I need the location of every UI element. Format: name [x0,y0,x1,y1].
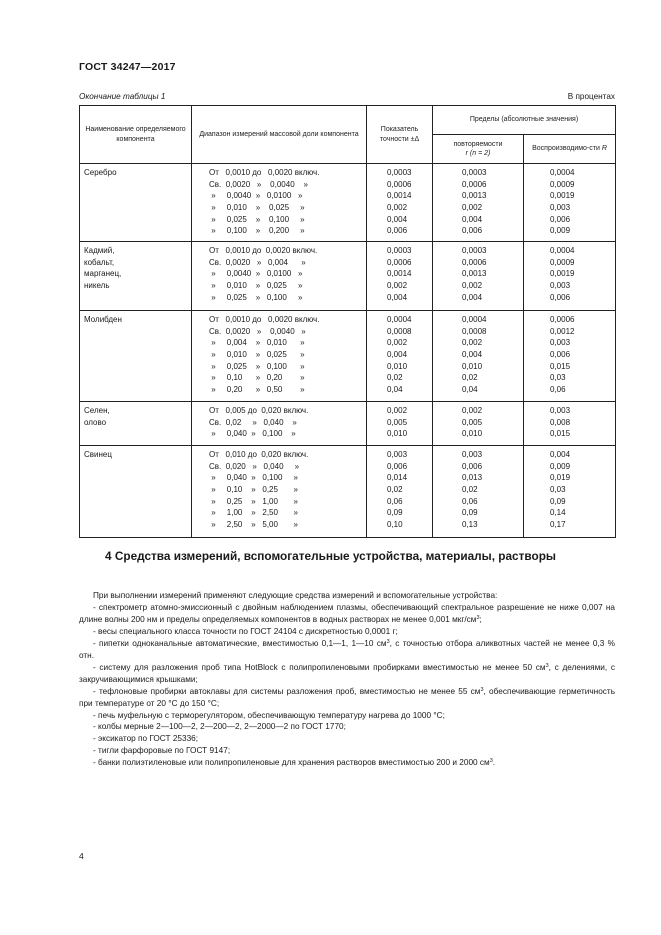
reproducibility-cell [524,311,616,402]
range-cell-line: » 0,010 » 0,025 » [209,281,303,291]
range-cell-line: » 0,0040 » 0,0100 » [209,269,303,279]
range-cell [192,242,367,311]
accuracy-cell-line: 0,04 [387,385,403,395]
accuracy-cell-line: 0,0008 [387,326,412,336]
repeatability-cell-line: 0,003 [462,450,483,459]
range-cell-line: » 0,004 » 0,010 » [209,338,305,348]
reproducibility-cell-line: 0,03 [550,373,566,383]
list-item-text-end: , с делениями, с закручивающимися крышками; [79,662,616,684]
table-row [80,402,616,446]
range-cell [192,402,367,446]
header-accuracy: Показатель точности ±Δ [367,106,433,164]
range-cell-line: Св. 0,0020 » 0,0040 » [209,326,306,336]
accuracy-cell-line: 0,0003 [387,246,412,255]
accuracy-cell-line: 0,0004 [387,315,412,324]
range-cell-line: От 0,005 до 0,020 включ. [209,406,309,415]
repeatability-cell-line: 0,004 [462,292,483,302]
accuracy-cell-line: 0,006 [387,461,408,471]
list-item [79,626,615,638]
component-cell [80,242,192,311]
header-repeatability-sub: r (n = 2) [465,150,491,157]
document-header: ГОСТ 34247—2017 [79,61,176,73]
list-item-text: - колбы мерные 2—100—2, 2—200—2, 2—2000—2 по ГОСТ 1770; [93,722,346,732]
repeatability-cell-line: 0,0003 [462,168,487,177]
range-cell-line: » 0,100 » 0,200 » [209,226,305,236]
table-row [80,164,616,242]
reproducibility-cell [524,402,616,446]
reproducibility-cell-line: 0,0004 [550,168,575,177]
reproducibility-cell-line: 0,008 [550,417,571,427]
list-item-text-end: , обеспечивающие герметичность при температуре от 20 °С до 150 °С; [79,686,615,708]
accuracy-cell-line: 0,0003 [387,168,412,177]
accuracy-cell-line: 0,002 [387,203,408,213]
accuracy-cell-line: 0,0006 [387,179,412,189]
reproducibility-cell-line: 0,015 [550,429,571,439]
repeatability-cell-line: 0,010 [462,361,483,371]
accuracy-cell-line: 0,006 [387,226,408,236]
reproducibility-cell-line: 0,06 [550,385,566,395]
component-cell-line: Селен, [84,406,110,415]
accuracy-cell [367,402,433,446]
repeatability-cell [433,446,524,538]
repeatability-cell-line: 0,09 [462,508,478,518]
repeatability-cell-line: 0,0006 [462,257,487,267]
list-item [79,733,615,745]
component-cell [80,402,192,446]
repeatability-cell [433,164,524,242]
reproducibility-cell-line: 0,015 [550,361,571,371]
accuracy-cell-line: 0,005 [387,417,408,427]
table-row [80,311,616,402]
component-cell [80,311,192,402]
list-item [79,745,615,757]
table-continuation-label: Окончание таблицы 1 [79,92,166,101]
range-cell [192,311,367,402]
list-item-superscript: 3 [480,686,484,693]
reproducibility-cell-line: 0,03 [550,485,566,495]
accuracy-cell-line: 0,06 [387,496,403,506]
range-cell-line: Св. 0,0020 » 0,0040 » [209,179,308,189]
list-item-text: - тигли фарфоровые по ГОСТ 9147; [93,746,231,756]
list-item [79,721,615,733]
list-item [79,757,615,769]
component-cell-line: Кадмий, [84,246,115,255]
reproducibility-cell-line: 0,14 [550,508,566,518]
component-cell-line: кобальт, [84,257,115,267]
repeatability-cell-line: 0,002 [462,406,483,415]
repeatability-cell-line: 0,010 [462,429,483,439]
list-item-text-end: . [492,758,496,768]
range-cell-line: » 0,040 » 0,100 » [209,429,296,439]
header-reproducibility-label: Воспроизводимо-сти [532,145,600,153]
section-title: 4 Средства измерений, вспомогательные устройства, материалы, растворы [105,549,556,563]
range-cell [192,164,367,242]
list-item-superscript: 3 [489,758,493,765]
page-number: 4 [79,851,84,861]
list-item-text: - эксикатор по ГОСТ 25336; [93,734,199,744]
component-cell-line: марганец, [84,269,122,279]
range-cell-line: Св. 0,020 » 0,040 » [209,461,300,471]
range-cell-line: » 1,00 » 2,50 » [209,508,298,518]
reproducibility-cell-line: 0,003 [550,281,571,291]
list-item-text: - весы специального класса точности по ГОСТ 24104 с дискретностью 0,0001 г; [93,626,398,636]
component-cell-line: Свинец [84,450,112,459]
list-item [79,602,615,626]
range-cell-line: От 0,0010 до 0,0020 включ. [209,168,320,177]
accuracy-cell-line: 0,014 [387,473,408,483]
component-cell-line: никель [84,281,110,291]
accuracy-cell-line: 0,10 [387,520,403,530]
list-item-superscript: 3 [545,662,549,669]
repeatability-cell-line: 0,13 [462,520,478,530]
component-cell [80,164,192,242]
reproducibility-cell-line: 0,006 [550,214,571,224]
accuracy-cell-line: 0,0014 [387,191,412,201]
list-item-text: - систему для разложения проб типа HotBlock с полипропиленовыми пробирками вместимостью не менее 50 см [93,662,546,672]
accuracy-cell-line: 0,002 [387,338,408,348]
accuracy-cell-line: 0,004 [387,292,408,302]
accuracy-cell-line: 0,02 [387,373,403,383]
repeatability-cell-line: 0,004 [462,350,483,360]
range-cell-line: » 0,20 » 0,50 » [209,385,305,395]
list-item [79,662,615,686]
accuracy-cell-line: 0,010 [387,429,408,439]
repeatability-cell [433,242,524,311]
reproducibility-cell-line: 0,003 [550,338,571,348]
list-item [79,686,615,710]
accuracy-cell-line: 0,010 [387,361,408,371]
accuracy-cell-line: 0,0014 [387,269,412,279]
list-item-text: - тефлоновые пробирки автоклавы для системы разложения проб, вместимостью не менее 55 см [93,686,481,696]
table-row [80,446,616,538]
table-row [80,242,616,311]
accuracy-cell [367,242,433,311]
accuracy-cell-line: 0,02 [387,485,403,495]
reproducibility-cell-line: 0,09 [550,496,566,506]
reproducibility-cell-line: 0,0009 [550,257,575,267]
reproducibility-cell-line: 0,004 [550,450,571,459]
component-cell-line: олово [84,417,107,427]
range-cell [192,446,367,538]
repeatability-cell-line: 0,013 [462,473,483,483]
range-cell-line: » 0,025 » 0,100 » [209,361,305,371]
table-units-label: В процентах [567,92,615,101]
list-item-text: - пипетки одноканальные автоматические, вместимостью 0,1—1, 1—10 см [93,638,387,648]
range-cell-line: » 0,10 » 0,25 » [209,485,298,495]
reproducibility-cell [524,164,616,242]
range-cell-line: » 0,10 » 0,20 » [209,373,305,383]
header-reproducibility-sub: R [601,145,607,153]
header-component: Наименование определяемого компонента [80,106,192,164]
range-cell-line: » 0,0040 » 0,0100 » [209,191,303,201]
reproducibility-cell [524,242,616,311]
repeatability-cell-line: 0,0006 [462,179,487,189]
range-cell-line: » 0,010 » 0,025 » [209,350,305,360]
reproducibility-cell-line: 0,006 [550,292,571,302]
range-cell-line: » 0,040 » 0,100 » [209,473,298,483]
accuracy-cell [367,446,433,538]
accuracy-cell-line: 0,0006 [387,257,412,267]
section-intro: При выполнении измерений применяют следующие средства измерений и вспомогательные устройства: [93,591,498,600]
range-cell-line: » 2,50 » 5,00 » [209,520,298,530]
repeatability-cell [433,402,524,446]
repeatability-cell-line: 0,0004 [462,315,487,324]
range-cell-line: » 0,25 » 1,00 » [209,496,298,506]
repeatability-cell-line: 0,002 [462,203,483,213]
list-item-superscript: 3 [386,638,390,645]
list-item [79,638,615,662]
section-body [79,590,615,769]
accuracy-cell [367,311,433,402]
list-item-text-end: , с точностью отбора аликвотных частей не менее 0,3 % отн. [79,638,615,660]
repeatability-cell-line: 0,06 [462,496,478,506]
accuracy-cell-line: 0,002 [387,281,408,291]
reproducibility-cell-line: 0,0009 [550,179,575,189]
repeatability-cell [433,311,524,402]
accuracy-cell-line: 0,09 [387,508,403,518]
range-cell-line: Св. 0,0020 » 0,004 » [209,257,306,267]
component-cell [80,446,192,538]
header-reproducibility [524,135,616,164]
header-repeatability-label: повторяемости [453,140,503,148]
repeatability-cell-line: 0,02 [462,485,478,495]
list-item-text: - печь муфельную с терморегулятором, обеспечивающую температуру нагрева до 1000 °С; [93,710,445,720]
accuracy-cell [367,164,433,242]
table-caption [79,92,615,101]
table-body [80,164,616,538]
reproducibility-cell-line: 0,003 [550,203,571,213]
repeatability-cell-line: 0,0013 [462,269,487,279]
reproducibility-cell-line: 0,019 [550,473,571,483]
repeatability-cell-line: 0,002 [462,281,483,291]
list-item [79,710,615,722]
component-cell-line: Серебро [84,168,117,177]
accuracy-cell-line: 0,002 [387,406,408,415]
reproducibility-cell-line: 0,006 [550,350,571,360]
list-item-superscript: 3 [476,614,480,621]
reproducibility-cell-line: 0,17 [550,520,566,530]
component-cell-line: Молибден [84,315,122,324]
accuracy-cell-line: 0,004 [387,214,408,224]
reproducibility-cell-line: 0,0019 [550,269,575,279]
list-item-text: - спектрометр атомно-эмиссионный с двойным наблюдением плазмы, обеспечивающий спектральное разрешение не ниже 0,007 на длине волны 200 нм и пределы определяемых компонентов в водных растворах не менее 0,001 мкг/см [79,602,615,624]
reproducibility-cell-line: 0,0012 [550,326,575,336]
range-cell-line: » 0,010 » 0,025 » [209,203,305,213]
repeatability-cell-line: 0,0008 [462,326,487,336]
repeatability-cell-line: 0,02 [462,373,478,383]
header-limits: Пределы (абсолютные значения) [433,106,616,135]
list-item-text-end: ; [479,614,482,624]
range-cell-line: » 0,025 » 0,100 » [209,292,303,302]
repeatability-cell-line: 0,0013 [462,191,487,201]
range-cell-line: От 0,0010 до 0,0020 включ. [209,246,318,255]
range-cell-line: » 0,025 » 0,100 » [209,214,305,224]
reproducibility-cell-line: 0,0004 [550,246,575,255]
equipment-list [79,602,615,769]
accuracy-cell-line: 0,003 [387,450,408,459]
reproducibility-cell-line: 0,009 [550,461,571,471]
repeatability-cell-line: 0,04 [462,385,478,395]
measurement-table [79,105,616,538]
reproducibility-cell-line: 0,0006 [550,315,575,324]
list-item-text: - банки полиэтиленовые или полипропиленовые для хранения растворов вместимостью 200 и 2000 см [93,758,490,768]
range-cell-line: От 0,0010 до 0,0020 включ. [209,315,320,324]
reproducibility-cell-line: 0,0019 [550,191,575,201]
reproducibility-cell-line: 0,009 [550,226,571,236]
repeatability-cell-line: 0,006 [462,461,483,471]
header-range: Диапазон измерений массовой доли компонента [192,106,367,164]
repeatability-cell-line: 0,004 [462,214,483,224]
repeatability-cell-line: 0,006 [462,226,483,236]
accuracy-cell-line: 0,004 [387,350,408,360]
reproducibility-cell [524,446,616,538]
repeatability-cell-line: 0,005 [462,417,483,427]
header-repeatability [433,135,524,164]
reproducibility-cell-line: 0,003 [550,406,571,415]
range-cell-line: От 0,010 до 0,020 включ. [209,450,309,459]
repeatability-cell-line: 0,0003 [462,246,487,255]
repeatability-cell-line: 0,002 [462,338,483,348]
range-cell-line: Св. 0,02 » 0,040 » [209,417,297,427]
